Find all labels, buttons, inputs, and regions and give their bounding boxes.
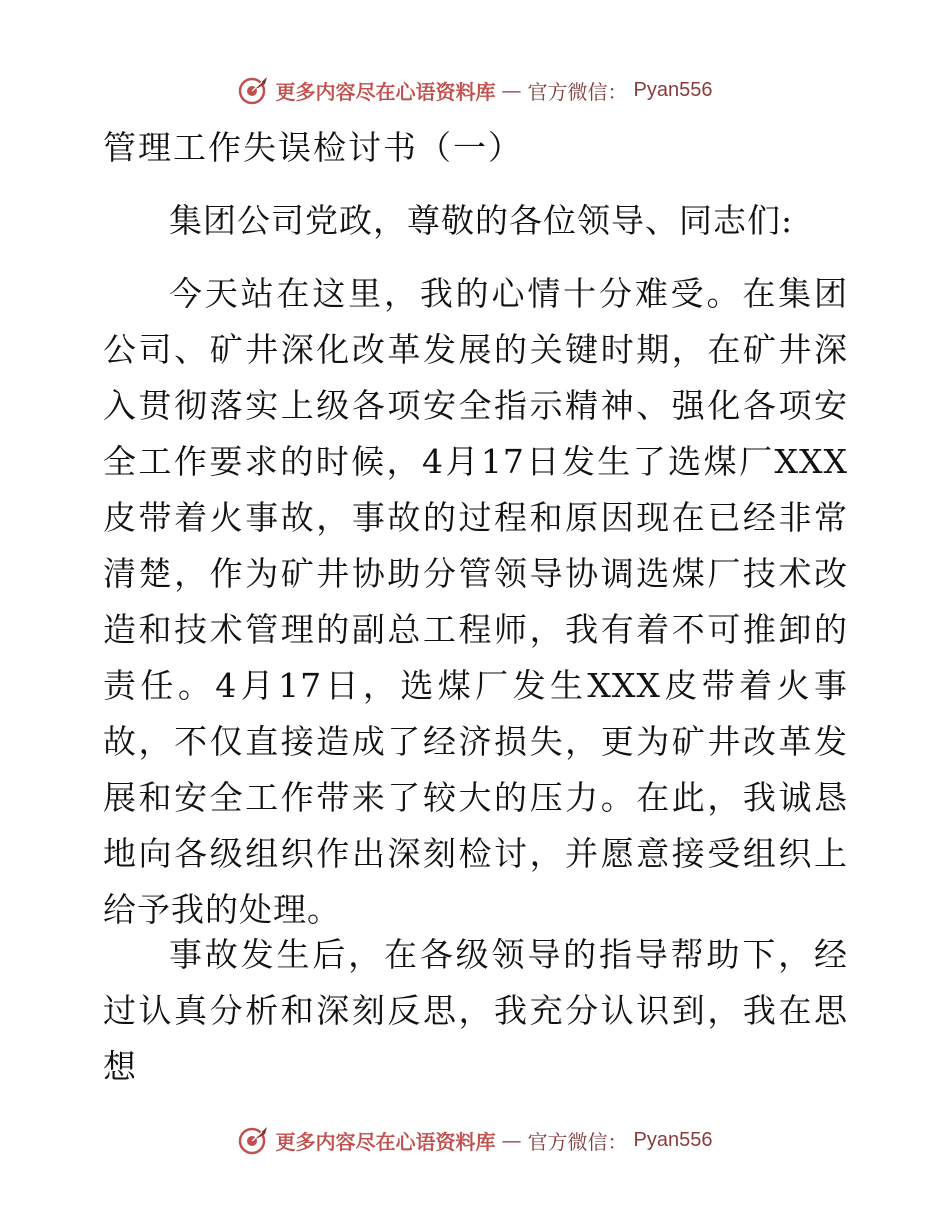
wechat-id: Pyan556 bbox=[633, 1128, 713, 1151]
body-paragraph: 事故发生后，在各级领导的指导帮助下，经过认真分析和深刻反思，我充分认识到，我在思想 bbox=[103, 935, 848, 1086]
footer-banner bbox=[0, 1120, 950, 1160]
promo-text: 更多内容尽在心语资料库 bbox=[275, 1129, 496, 1154]
promo-text: 更多内容尽在心语资料库 bbox=[275, 79, 496, 104]
wechat-id: Pyan556 bbox=[633, 78, 713, 101]
header-banner bbox=[0, 70, 950, 110]
wechat-label: 官方微信： bbox=[527, 1129, 628, 1154]
greeting-line: 集团公司党政，尊敬的各位领导、同志们: bbox=[169, 201, 794, 240]
quill-logo-icon bbox=[238, 74, 270, 106]
body-paragraph: 今天站在这里，我的心情十分难受。在集团公司、矿井深化改革发展的关键时期，在矿井深入贯彻落实上级各项安全指示精神、强化各项安全工作要求的时候，4月17日发生了选煤厂XXX皮带着火事故，事故的过程和原因现在已经非常清楚，作为矿井协助分管领导协调选煤厂技术改造和技术管理的副总工程师，我有着不可推卸的责任。4月17日，选煤厂发生XXX皮带着火事故，不仅直接造成了经济损失，更为矿井改革发展和安全工作带来了较大的压力。在此，我诚恳地向各级组织作出深刻检讨，并愿意接受组织上给予我的处理。 bbox=[103, 274, 848, 929]
document-title: 管理工作失误检讨书（一） bbox=[103, 128, 523, 167]
banner-dash: — bbox=[501, 78, 522, 102]
quill-logo-icon bbox=[238, 1124, 270, 1156]
banner-dash: — bbox=[501, 1128, 522, 1152]
wechat-label: 官方微信： bbox=[527, 79, 628, 104]
